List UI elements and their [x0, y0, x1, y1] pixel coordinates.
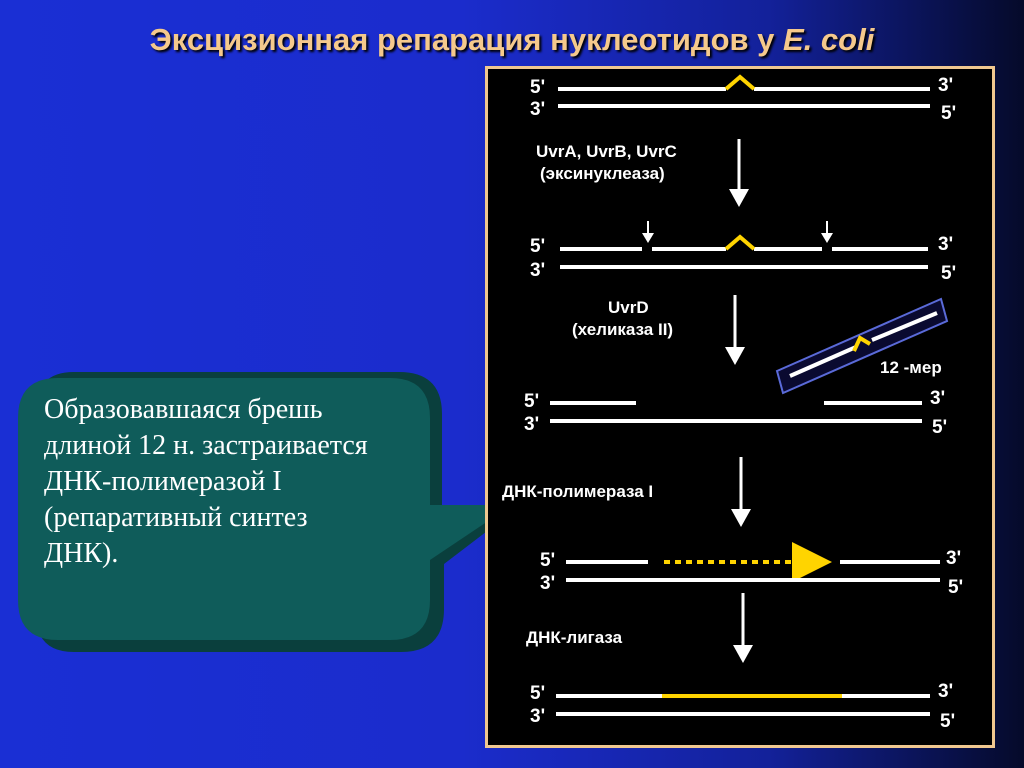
end-label: 5': [540, 550, 556, 571]
lesion-icon: [726, 237, 754, 249]
dna-row-3: [524, 388, 947, 438]
step2-label: UvrD: [608, 298, 649, 317]
end-label: 5': [948, 577, 964, 598]
dna-row-4: [540, 548, 963, 598]
step1-label: UvrA, UvrB, UvrC: [536, 142, 677, 161]
step4-label: ДНК-лигаза: [526, 628, 623, 647]
step3-label: ДНК-полимераза I: [502, 482, 654, 501]
end-label: 3': [530, 99, 546, 120]
title-main: Эксцизионная репарация нуклеотидов у: [149, 22, 784, 57]
down-arrow-icon: [729, 139, 749, 207]
excised-fragment: [777, 299, 947, 393]
end-label: 3': [530, 706, 546, 727]
end-label: 5': [524, 391, 540, 412]
end-label: 3': [530, 260, 546, 281]
end-label: 3': [938, 234, 954, 255]
lesion-icon: [726, 77, 754, 89]
dna-row-1: [530, 75, 956, 124]
fragment-label: 12 -мер: [880, 358, 942, 377]
end-label: 3': [930, 388, 946, 409]
end-label: 3': [540, 573, 556, 594]
title-italic: E. coli: [783, 22, 875, 57]
down-arrow-icon: [733, 593, 753, 663]
end-label: 3': [938, 75, 954, 96]
diagram-panel: [485, 66, 995, 748]
end-label: 5': [932, 417, 948, 438]
end-label: 3': [938, 681, 954, 702]
end-label: 5': [530, 77, 546, 98]
dna-row-2: [530, 221, 956, 284]
dna-row-5: [530, 681, 955, 732]
down-arrow-icon: [725, 295, 745, 365]
down-arrow-icon: [731, 457, 751, 527]
incision-arrow-icon: [821, 221, 833, 243]
end-label: 5': [941, 263, 957, 284]
end-label: 5': [941, 103, 957, 124]
end-label: 5': [530, 683, 546, 704]
incision-arrow-icon: [642, 221, 654, 243]
end-label: 3': [946, 548, 962, 569]
step2-sublabel: (хеликаза II): [572, 320, 674, 339]
repair-diagram: [488, 69, 992, 745]
end-label: 5': [940, 711, 956, 732]
end-label: 5': [530, 236, 546, 257]
callout-text: Образовавшаяся брешь длиной 12 н. застраивается ДНК-полимеразой I (репаративный синтез ДНК).: [44, 394, 368, 569]
step1-sublabel: (эксинуклеаза): [540, 164, 665, 183]
end-label: 3': [524, 414, 540, 435]
